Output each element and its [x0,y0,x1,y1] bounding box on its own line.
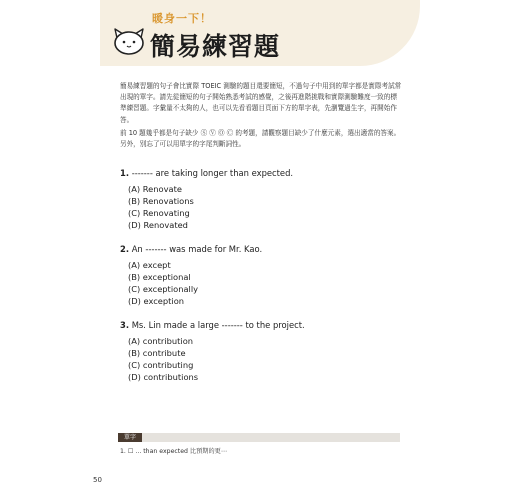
question-1 [120,168,293,178]
vocab-bar [118,433,400,442]
question-stem: An ------- was made for Mr. Kao. [131,244,263,254]
vocab-tag: 單字 [118,433,142,442]
question-stem: Ms. Lin made a large ------- to the project. [131,320,305,330]
option-3b[interactable]: (B) contribute [128,348,186,358]
option-2c[interactable]: (C) exceptionally [128,284,199,294]
vocab-item: 1. ☐ ... than expected 比預期的更⋯ [120,448,228,455]
question-stem: ------- are taking longer than expected. [131,168,294,178]
option-2b[interactable]: (B) exceptional [128,272,191,282]
option-3d[interactable]: (D) contributions [128,372,199,382]
option-1a[interactable]: (A) Renovate [128,184,182,194]
intro-paragraph: 簡易練習題的句子會比實際 TOEIC 測驗的題目還要簡短，不過句子中用到的單字都是實際考試常出現的單字。請先從簡短的句子開始熟悉考試的感覺，之後再進階挑戰和實際測驗難度一致的標準練習題。字彙量不太夠的人，也可以先看看題目頁面下方的單字表，先瀏覽過生字，再開始作答。 [120,82,402,124]
option-2d[interactable]: (D) exception [128,296,185,306]
question-3 [120,320,305,330]
question-number: 1. [120,168,130,178]
page-title: 簡易練習題 [150,32,281,61]
option-1d[interactable]: (D) Renovated [128,220,188,230]
page-number: 50 [93,476,102,484]
option-1b[interactable]: (B) Renovations [128,196,194,206]
intro-paragraph-2: 前 10 題幾乎都是句子缺少 Ⓢ Ⓥ Ⓞ Ⓒ 的考題，請觀察題目缺少了什麼元素，選出適當的答案。另外，別忘了可以用單字的字尾判斷詞性。 [120,129,401,149]
option-3c[interactable]: (C) contributing [128,360,194,370]
option-1c[interactable]: (C) Renovating [128,208,190,218]
question-2 [120,244,262,254]
dog-mascot-icon [112,26,146,56]
question-number: 2. [120,244,130,254]
section-subtitle: 暖身一下！ [152,12,212,25]
option-3a[interactable]: (A) contribution [128,336,194,346]
option-2a[interactable]: (A) except [128,260,171,270]
question-number: 3. [120,320,130,330]
